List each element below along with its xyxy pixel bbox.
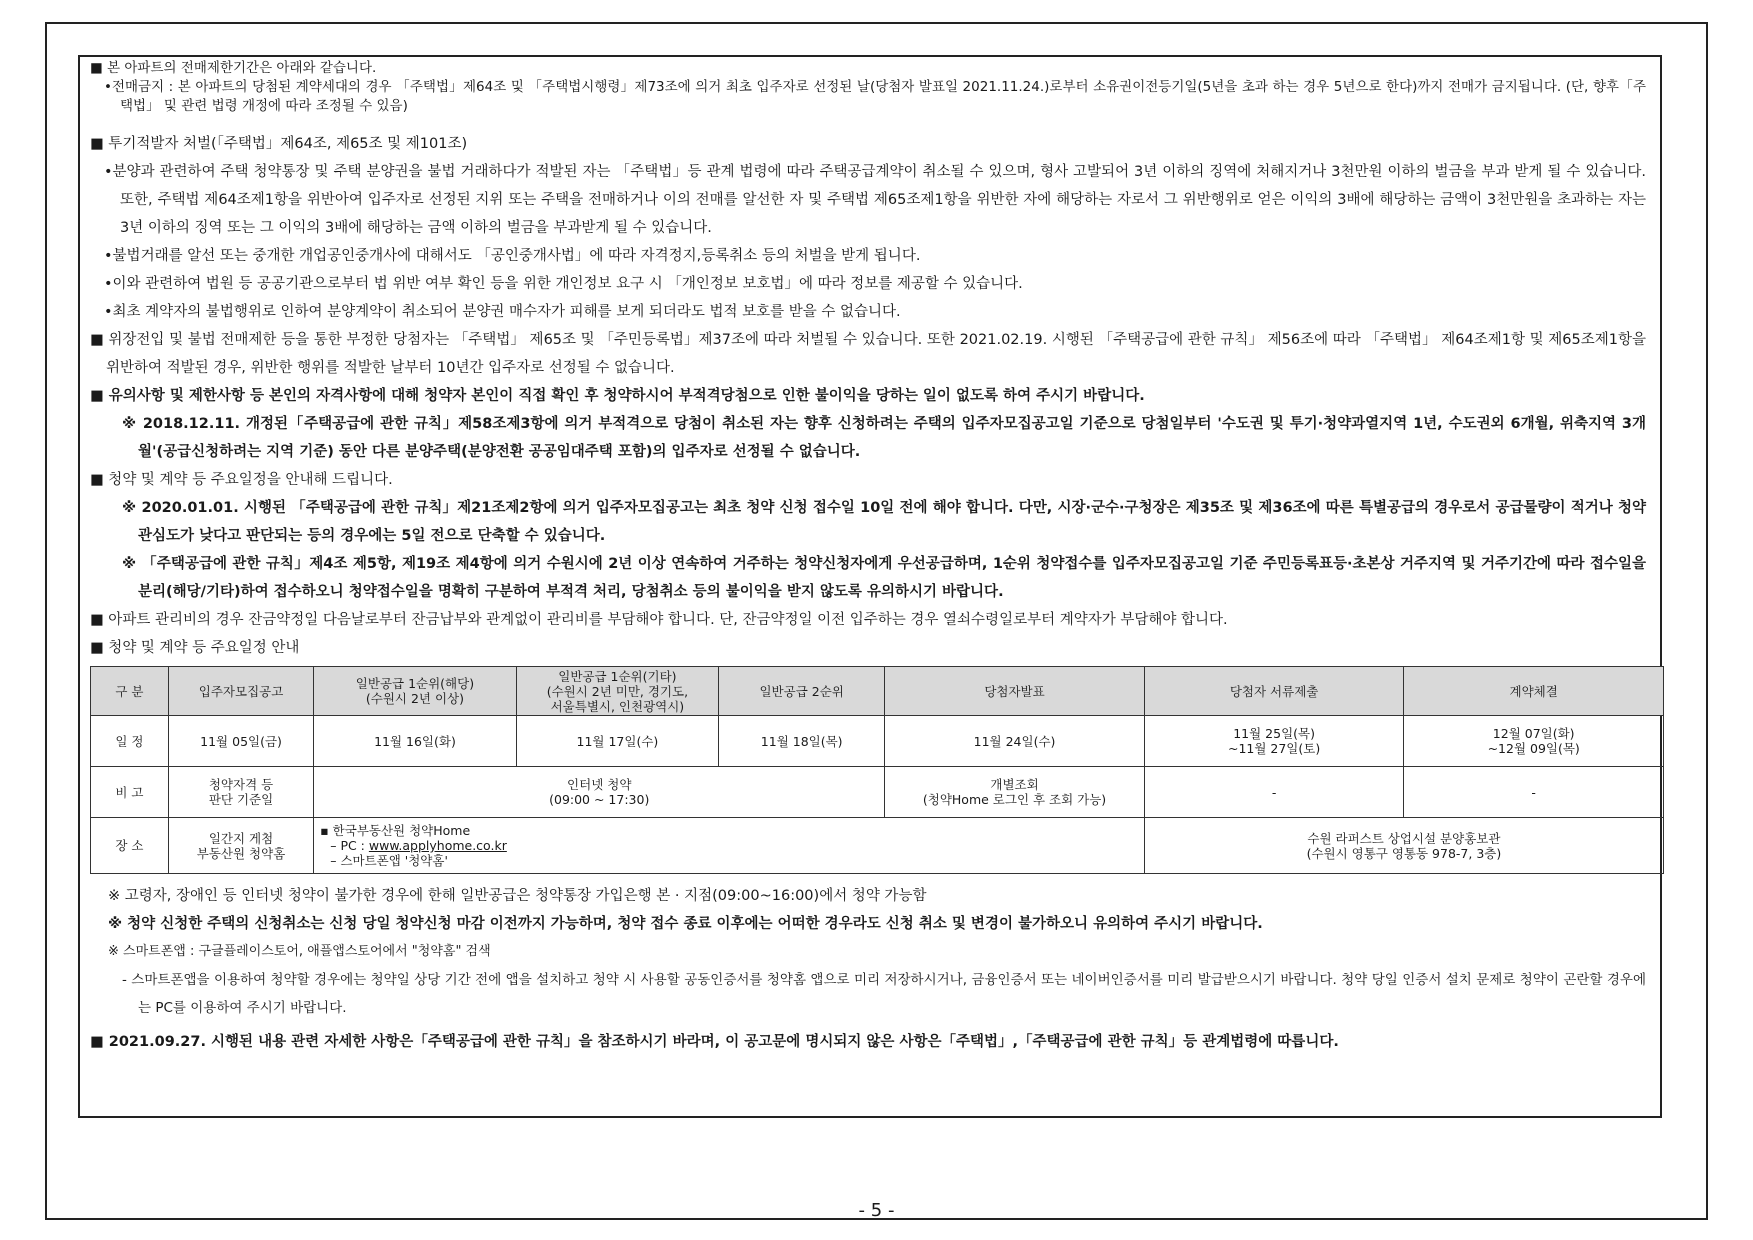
schedule-table (90, 666, 1664, 874)
caution-notice: ■ 유의사항 및 제한사항 등 본인의 자격사항에 대해 청약자 본인이 직접 확인 후 청약하시어 부적격당첨으로 인한 불이익을 당하는 일이 없도록 하여 주시기 바랍니다. (90, 388, 1145, 404)
fraud-notice: ■ 위장전입 및 불법 전매제한 등을 통한 부정한 당첨자는 「주택법」 제65조 및 「주민등록법」제37조에 따라 처벌될 수 있습니다. 또한 2021.02.19. 시행된 「주택공급에 관한 규칙」 제56조에 따라 「주택법」 제64조제1항 및 제65조제1항을 위반하여 적발된 경우, 위반한 행위를 적발한 날부터 10년간 입주자로 선정될 수 없습니다. (90, 332, 1646, 376)
table-row-place: 장 소 일간지 게첨 부동산원 청약홈 ▪ 한국부동산원 청약Home – PC : www.applyhome.co.kr – 스마트폰앱 '청약홈' 수원 라퍼스트 상업시설 분양홍보관 (수원시 영통구 영통동 978-7, 3층) (91, 818, 1664, 874)
header-document-submission: 당첨자 서류제출 (1144, 667, 1404, 716)
speculation-bullet-2: •불법거래를 알선 또는 중개한 개업공인중개사에 대해서도 「공인중개사법」에 따라 자격정지,등록취소 등의 처벌을 받게 됩니다. (104, 248, 921, 264)
speculation-bullet-1: •분양과 관련하여 주택 청약통장 및 주택 분양권을 불법 거래하다가 적발된 자는 「주택법」등 관계 법령에 따라 주택공급계약이 취소될 수 있으며, 형사 고발되어 3년 이하의 징역에 처해지거나 3천만원 이하의 벌금을 부과 받게 될 수 있습니다. 또한, 주택법 제64조제1항을 위반아여 입주자로 선정된 지위 또는 주택을 전매하거나 이의 전매를 알선한 자 및 주택법 제65조제1항을 위반한 자에 해당하는 자로서 그 위반행위로 얻은 이익의 3배에 해당하는 금액이 3천만원을 초과하는 자는 3년 이하의 징역 또는 그 이익의 3배에 해당하는 금액 이하의 벌금을 부과받게 될 수 있습니다. (104, 164, 1646, 236)
resale-bullet: •전매금지 : 본 아파트의 당첨된 계약세대의 경우 「주택법」제64조 및 「주택법시행령」제73조에 의거 최초 입주자로 선정된 날(당첨자 발표일 2021.11.24.)로부터 소유권이전등기일(5년을 초과 하는 경우 5년으로 한다)까지 전매가 금지됩니다. (단, 향후「주택법」 및 관련 법령 개정에 따라 조정될 수 있음) (104, 79, 1646, 114)
schedule-table-title: ■ 청약 및 계약 등 주요일정 안내 (90, 640, 300, 656)
after-table-note-2: ※ 청약 신청한 주택의 신청취소는 신청 당일 청약신청 마감 이전까지 가능하며, 청약 접수 종료 이후에는 어떠한 경우라도 신청 취소 및 변경이 불가하오니 유의하여 주시기 바랍니다. (108, 916, 1263, 932)
notice-content (78, 55, 1662, 1118)
page-number: - 5 - (858, 1200, 895, 1221)
schedule-guide-note-2: ※ 「주택공급에 관한 규칙」제4조 제5항, 제19조 제4항에 의거 수원시에 2년 이상 연속하여 거주하는 청약신청자에게 우선공급하며, 1순위 청약접수를 입주자모집공고일 기준 주민등록표등·초본상 거주지역 및 거주기간에 따라 접수일을 분리(해당/기타)하여 접수하오니 청약접수일을 명확히 구분하여 부적격 처리, 당첨취소 등의 불이익을 받지 않도록 유의하시기 바랍니다. (122, 556, 1646, 600)
speculation-bullet-4: •최초 계약자의 불법행위로 인하여 분양계약이 취소되어 분양권 매수자가 피해를 보게 되더라도 법적 보호를 받을 수 없습니다. (104, 304, 901, 320)
after-table-note-1: ※ 고령자, 장애인 등 인터넷 청약이 불가한 경우에 한해 일반공급은 청약통장 가입은행 본 · 지점(09:00~16:00)에서 청약 가능함 (108, 888, 927, 904)
management-fee-notice: ■ 아파트 관리비의 경우 잔금약정일 다음날로부터 잔금납부와 관계없이 관리비를 부담해야 합니다. 단, 잔금약정일 이전 입주하는 경우 열쇠수령일로부터 계약자가 부담해야 합니다. (90, 612, 1228, 628)
header-first-priority-other: 일반공급 1순위(기타) (수원시 2년 미만, 경기도, 서울특별시, 인천광역시) (516, 667, 718, 716)
speculation-title: ■ 투기적발자 처벌(「주택법」제64조, 제65조 및 제101조) (90, 136, 468, 152)
table-row-remarks: 비 고 청약자격 등 판단 기준일 인터넷 청약 (09:00 ~ 17:30) 개별조회 (청약Home 로그인 후 조회 가능) - - (91, 767, 1664, 818)
row-label-remarks: 비 고 (91, 767, 169, 818)
header-notice: 입주자모집공고 (168, 667, 313, 716)
speculation-bullet-3: •이와 관련하여 법원 등 공공기관으로부터 법 위반 여부 확인 등을 위한 개인정보 요구 시 「개인정보 보호법」에 따라 정보를 제공할 수 있습니다. (104, 276, 1023, 292)
row-label-schedule: 일 정 (91, 716, 169, 767)
schedule-guide-note-1: ※ 2020.01.01. 시행된 「주택공급에 관한 규칙」제21조제2항에 의거 입주자모집공고는 최초 청약 신청 접수일 10일 전에 해야 합니다. 다만, 시장·군수·구청장은 제35조 및 제36조에 따른 특별공급의 경우로서 공급물량이 적거나 청약 관심도가 낮다고 판단되는 등의 경우에는 5일 전으로 단축할 수 있습니다. (122, 500, 1646, 544)
header-second-priority: 일반공급 2순위 (719, 667, 885, 716)
final-notice: ■ 2021.09.27. 시행된 내용 관련 자세한 사항은「주택공급에 관한 규칙」을 참조하시기 바라며, 이 공고문에 명시되지 않은 사항은「주택법」,「주택공급에 관한 규칙」등 관계법령에 따릅니다. (90, 1034, 1339, 1050)
after-table-note-3: ※ 스마트폰앱 : 구글플레이스토어, 애플앱스토어에서 "청약홈" 검색 (108, 944, 491, 959)
row-label-place: 장 소 (91, 818, 169, 874)
schedule-guide-title: ■ 청약 및 계약 등 주요일정을 안내해 드립니다. (90, 472, 393, 488)
header-category: 구 분 (91, 667, 169, 716)
caution-note: ※ 2018.12.11. 개정된「주택공급에 관한 규칙」제58조제3항에 의거 부적격으로 당첨이 취소된 자는 향후 신청하려는 주택의 입주자모집공고일 기준으로 당첨일부터 '수도권 및 투기·청약과열지역 1년, 수도권외 6개월, 위축지역 3개월'(공급신청하려는 지역 기준) 동안 다른 분양주택(분양전환 공공임대주택 포함)의 입주자로 선정될 수 없습니다. (122, 416, 1646, 460)
header-first-priority-local: 일반공급 1순위(해당) (수원시 2년 이상) (314, 667, 516, 716)
applyhome-link[interactable]: www.applyhome.co.kr (368, 838, 507, 853)
table-header-row (91, 667, 1664, 716)
table-row-schedule: 일 정 11월 05일(금) 11월 16일(화) 11월 17일(수) 11월 18일(목) 11월 24일(수) 11월 25일(목) ~11월 27일(토) 12월 07일(화) ~12월 09일(목) (91, 716, 1664, 767)
header-contract: 계약체결 (1404, 667, 1664, 716)
header-winner-announcement: 당첨자발표 (885, 667, 1145, 716)
after-table-note-3-sub: - 스마트폰앱을 이용하여 청약할 경우에는 청약일 상당 기간 전에 앱을 설치하고 청약 시 사용할 공동인증서를 청약홈 앱으로 미리 저장하시거나, 금융인증서 또는 네이버인증서를 미리 발급받으시기 바랍니다. 청약 당일 인증서 설치 문제로 청약이 곤란할 경우에는 PC를 이용하여 주시기 바랍니다. (122, 972, 1646, 1016)
resale-title: ■ 본 아파트의 전매제한기간은 아래와 같습니다. (90, 60, 377, 76)
